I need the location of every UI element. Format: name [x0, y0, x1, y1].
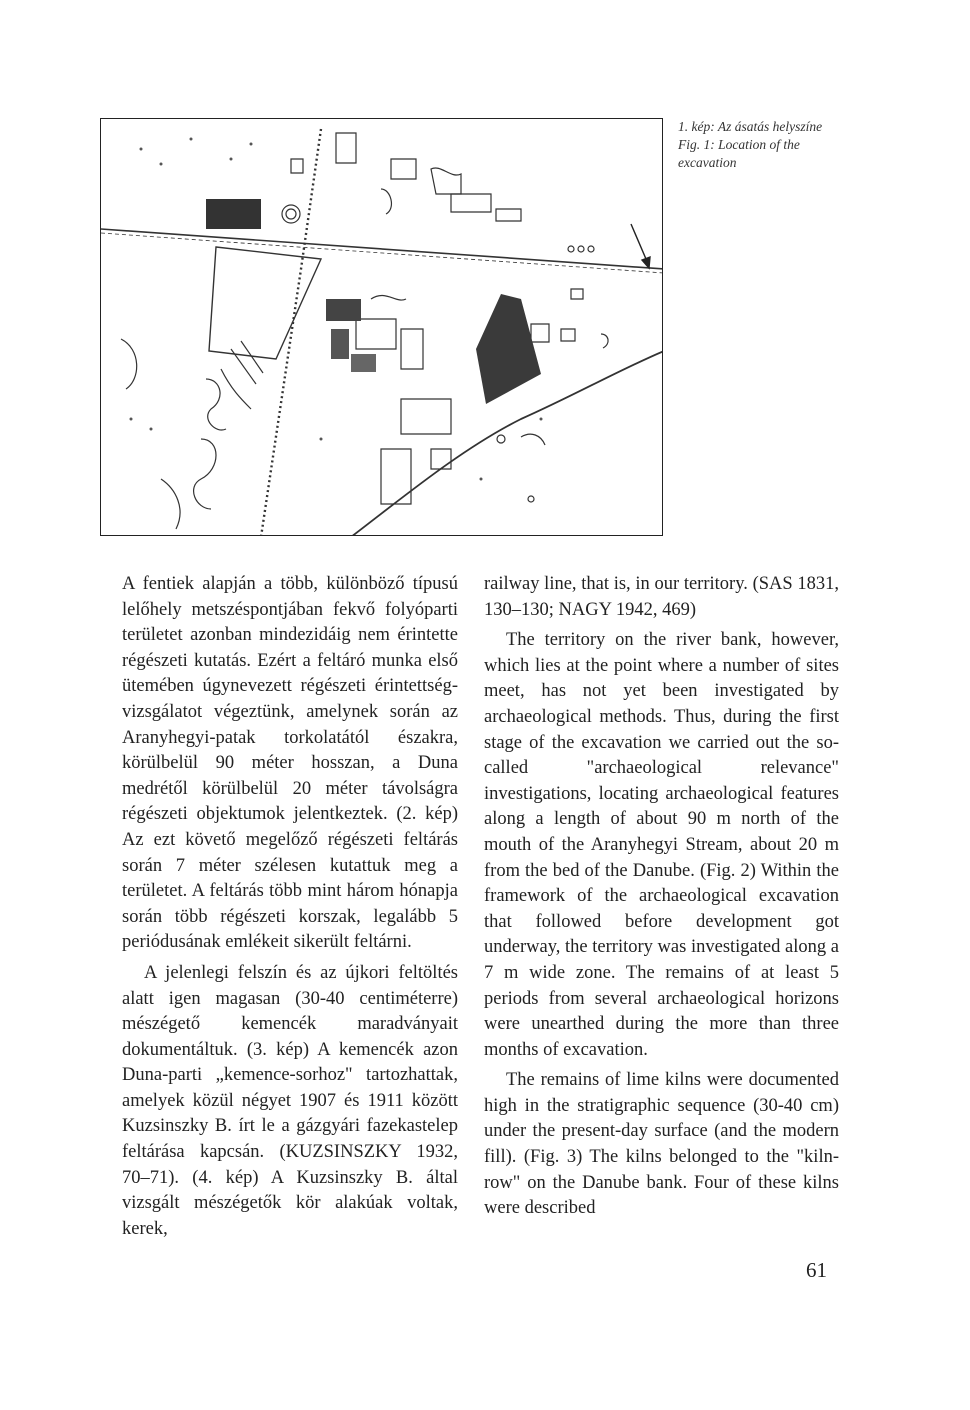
- hungarian-paragraph: A jelenlegi felszín és az újkori feltöltés alatt igen magasan (30-40 centiméterre) mészégető kemencék maradványait dokumentáltuk. (3. kép) A kemencék azon Duna-parti „kemence-sorhoz" tartozhattak, amelyek közül négyet 1907 és 1911 között Kuzsinszky B. írt le a gázgyári fazekastelep feltárása kapcsán. (KUZSINSZKY 1932, 70–71). (4. kép) A Kuzsinszky B. által vizsgált mészégetők kör alakúak voltak, kerek,: [122, 962, 458, 1239]
- page-number: 61: [806, 1258, 827, 1282]
- english-paragraph: The remains of lime kilns were documented high in the stratigraphic sequence (30-40 cm) under the present-day surface (and the modern fill). (Fig. 3) The kilns belonged to the "kiln-row" on the Danube bank. Four of these kilns were described: [484, 1070, 839, 1219]
- site-location-map: [100, 118, 663, 536]
- hungarian-paragraph: A fentiek alapján a több, különböző típusú lelőhely metszéspontjában fekvő folyóparti területet azonban mindezidáig nem érintette régészeti kutatás. Ezért a feltáró munka első ütemében úgynevezett régészeti érintettség-vizsgálatot végeztünk, amelynek során az Aranyhegyi-patak torkolatától északra, körülbelül 90 méter hosszan, a Duna medrétől körülbelül 20 méter távolságra régészeti objektumok jelentkeztek. (2. kép) Az ezt követő megelőző régészeti feltárás során 7 méter szélesen kutattuk meg a területet. A feltárás több mint három hónapja során több régészeti korszak, legalább 5 periódusának emlékeit sikerült feltárni.: [122, 574, 458, 953]
- map-drawing: [101, 119, 663, 536]
- hungarian-text-column: [122, 572, 458, 1247]
- figure-caption: [678, 118, 838, 172]
- caption-hungarian: 1. kép: Az ásatás helyszíne: [678, 119, 823, 134]
- english-text-column: [484, 572, 839, 1227]
- english-paragraph: The territory on the river bank, however, which lies at the point where a number of sites meet, has not yet been investigated by archaeological methods. Thus, during the first stage of the excavation we carried out the so-called "archaeological relevance" investigations, locating archaeological features along a length of about 90 m north of the mouth of the Aranyhegyi Stream, about 20 m from the bed of the Danube. (Fig. 2) Within the framework of the archaeological excavation that followed before development got underway, the territory was investigated along a 7 m wide zone. The remains of at least 5 periods from several archaeological horizons were unearthed during the more than three months of excavation.: [484, 630, 839, 1060]
- caption-english: Fig. 1: Location of the excavation: [678, 137, 800, 170]
- english-paragraph: railway line, that is, in our territory. (SAS 1831, 130–130; NAGY 1942, 469): [484, 574, 839, 620]
